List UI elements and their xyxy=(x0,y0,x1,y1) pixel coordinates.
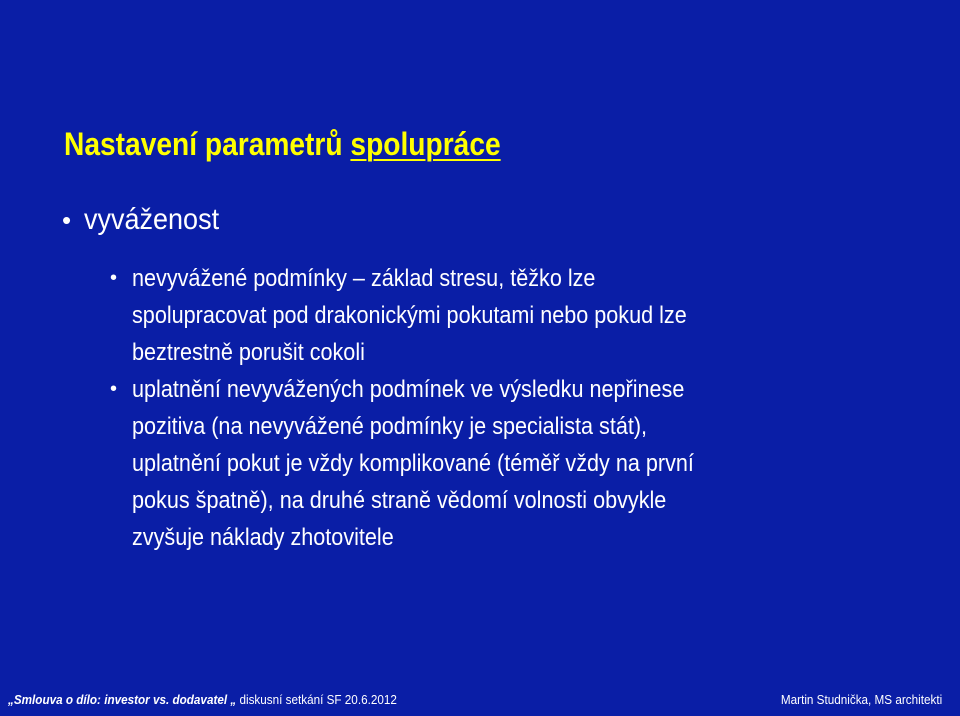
title-link[interactable]: spolupráce xyxy=(350,126,501,162)
sub-bullet-item xyxy=(110,260,850,371)
footer-event-date: diskusní setkání SF 20.6.2012 xyxy=(236,692,397,707)
sub-bullet-list xyxy=(110,260,850,556)
slide-footer xyxy=(0,688,960,712)
sub-bullet-line: uplatnění nevyvážených podmínek ve výsledku nepřinese xyxy=(132,376,685,403)
bullet-dot-icon: • xyxy=(110,267,118,289)
slide-title xyxy=(64,126,501,163)
footer-event-title: „Smlouva o dílo: investor vs. dodavatel „ xyxy=(8,692,237,707)
bullet-dot-icon: • xyxy=(110,378,118,400)
sub-bullet-line: zvyšuje náklady zhotovitele xyxy=(132,524,394,551)
sub-bullet-line: pokus špatně), na druhé straně vědomí volnosti obvykle xyxy=(132,487,667,514)
sub-bullet-line: beztrestně porušit cokoli xyxy=(132,339,365,366)
sub-bullet-item xyxy=(110,371,850,556)
title-text: Nastavení parametrů xyxy=(64,126,351,162)
footer-author: Martin Studnička, MS architekti xyxy=(780,692,942,707)
footer-left xyxy=(8,692,397,707)
sub-bullet-line: spolupracovat pod drakonickými pokutami nebo pokud lze xyxy=(132,302,687,329)
sub-bullet-line: pozitiva (na nevyvážené podmínky je specialista stát), xyxy=(132,413,648,440)
sub-bullet-line: uplatnění pokut je vždy komplikované (téměř vždy na první xyxy=(132,450,694,477)
bullet-dot-icon: • xyxy=(62,205,72,235)
main-bullet xyxy=(62,200,234,240)
main-bullet-text: vyváženost xyxy=(84,203,220,236)
sub-bullet-line: nevyvážené podmínky – základ stresu, těžko lze xyxy=(132,265,596,292)
